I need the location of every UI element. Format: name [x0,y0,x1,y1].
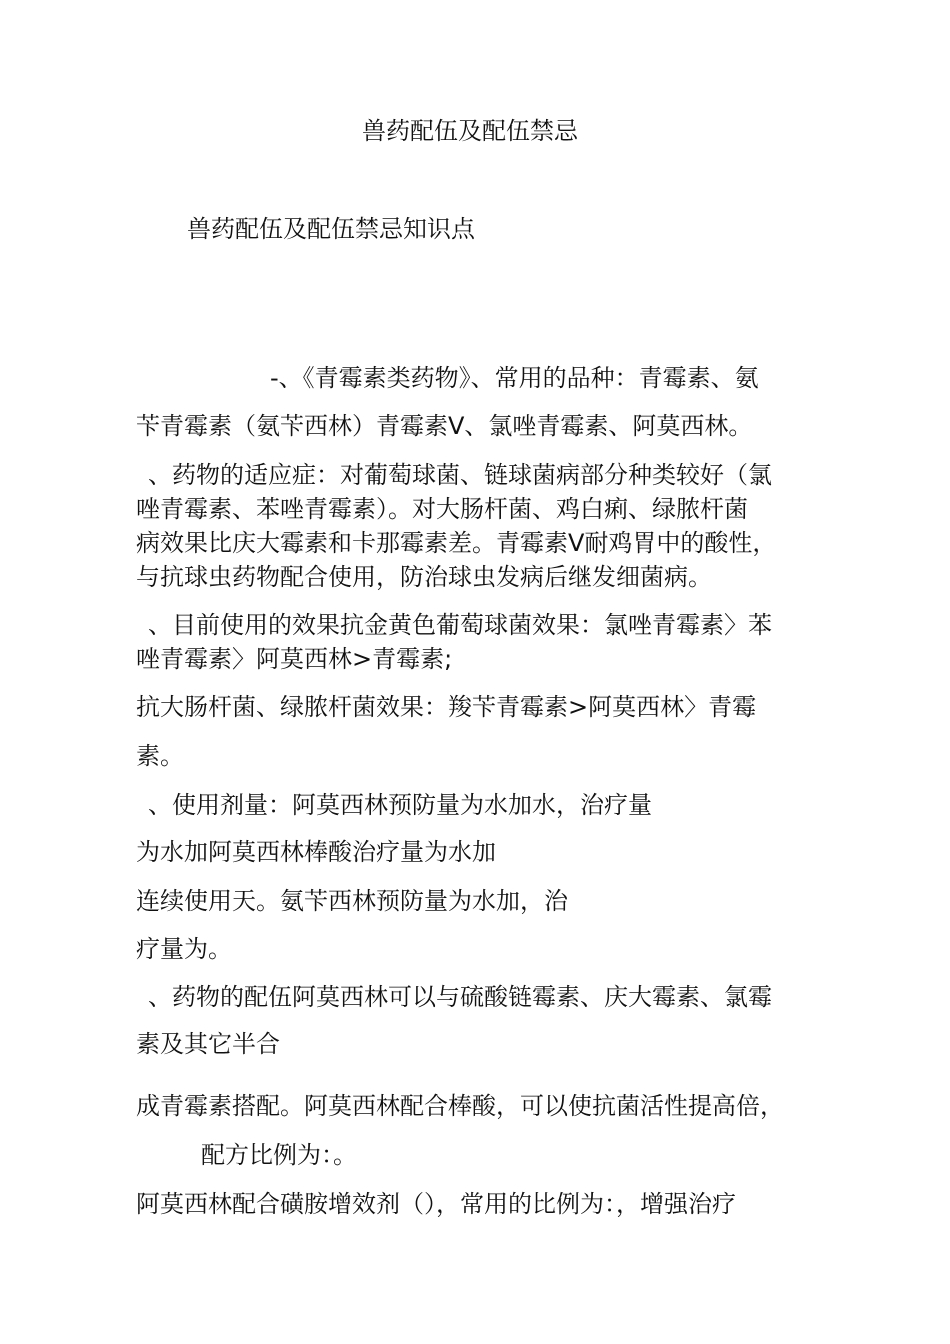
text-line: -、《青霉素类药物》、常用的品种：青霉素、氨 [270,364,759,392]
text-line: 与抗球虫药物配合使用，防治球虫发病后继发细菌病。 [136,563,712,591]
text-line: 、使用剂量：阿莫西林预防量为水加水，治疗量 [148,791,652,819]
text-line: 为水加阿莫西林棒酸治疗量为水加 [136,838,496,866]
text-line: 疗量为。 [136,935,232,963]
text-line: 素及其它半合 [136,1030,280,1058]
text-line: 抗大肠杆菌、绿脓杆菌效果：羧苄青霉素>阿莫西林〉青霉 [136,693,757,721]
text-line: 配方比例为：。 [201,1141,357,1169]
text-line: 、药物的配伍阿莫西林可以与硫酸链霉素、庆大霉素、氯霉 [148,983,772,1011]
text-line: 阿莫西林配合磺胺增效剂（），常用的比例为：，增强治疗 [136,1190,736,1218]
text-line: 唑青霉素、苯唑青霉素）。对大肠杆菌、鸡白痢、绿脓杆菌 [136,495,748,523]
text-line: 苄青霉素（氨苄西林）青霉素V、氯唑青霉素、阿莫西林。 [136,412,753,440]
text-line: 病效果比庆大霉素和卡那霉素差。青霉素V耐鸡胃中的酸性， [136,529,777,557]
document-title: 兽药配伍及配伍禁忌 [362,117,578,145]
text-line: 唑青霉素〉阿莫西林>青霉素; [136,645,453,673]
text-line: 连续使用天。氨苄西林预防量为水加，治 [136,887,568,915]
document-subtitle: 兽药配伍及配伍禁忌知识点 [187,215,475,243]
text-line: 、药物的适应症：对葡萄球菌、链球菌病部分种类较好（氯 [148,461,772,489]
text-line: 成青霉素搭配。阿莫西林配合棒酸，可以使抗菌活性提高倍， [136,1092,784,1120]
text-line: 、目前使用的效果抗金黄色葡萄球菌效果：氯唑青霉素〉苯 [148,611,772,639]
text-line: 素。 [136,742,184,770]
